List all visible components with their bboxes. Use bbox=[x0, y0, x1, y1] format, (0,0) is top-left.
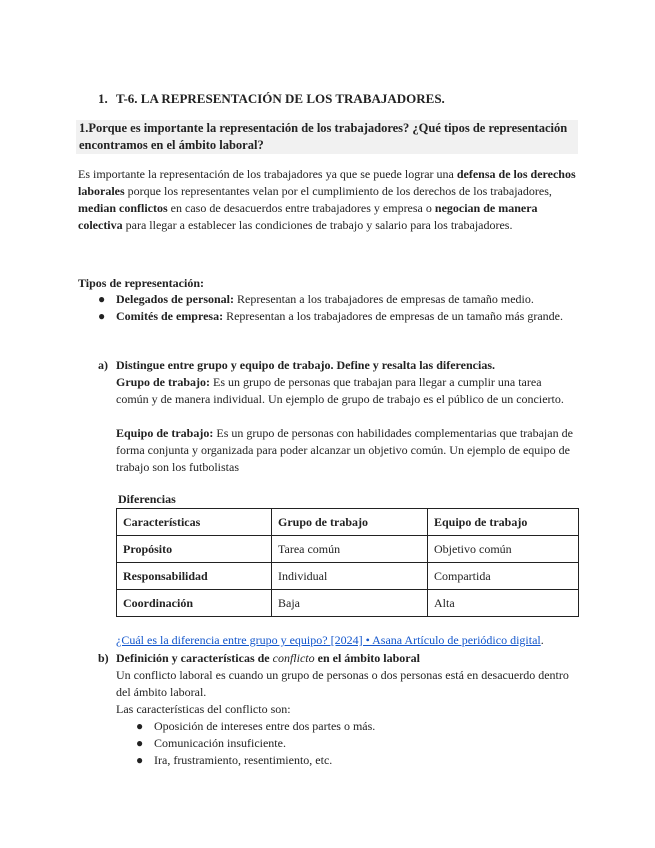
intro-text-4: para llegar a establecer las condiciones de trabajo y salario para los trabajadores. bbox=[122, 218, 513, 232]
table-header: Grupo de trabajo bbox=[272, 509, 428, 536]
diferencias-title: Diferencias bbox=[118, 492, 176, 506]
intro-bold-3: negocian de manera colectiva bbox=[78, 201, 538, 232]
section-a-header bbox=[98, 357, 580, 374]
list-item bbox=[136, 752, 556, 769]
equipo-label: Equipo de trabajo: bbox=[116, 426, 214, 440]
bullet-icon: ● bbox=[98, 292, 106, 306]
list-item bbox=[98, 308, 578, 342]
page-heading bbox=[98, 90, 445, 107]
characteristics-intro: Las características del conflicto son: bbox=[116, 702, 291, 716]
heading-text: T-6. LA REPRESENTACIÓN DE LOS TRABAJADORES. bbox=[116, 91, 445, 106]
reference-link[interactable]: ¿Cuál es la diferencia entre grupo y equipo? [2024] • Asana Artículo de periódico digital bbox=[116, 633, 541, 647]
section-b-title-pre: Definición y características de bbox=[116, 651, 273, 665]
section-b-header bbox=[98, 650, 580, 667]
table-cell: Individual bbox=[272, 563, 428, 590]
item-text: Representan a los trabajadores de empresas de un tamaño más grande. bbox=[223, 309, 563, 323]
reference-line bbox=[116, 632, 544, 649]
item-text: Oposición de intereses entre dos partes o más. bbox=[154, 719, 376, 733]
intro-text-3: en caso de desacuerdos entre trabajadores y empresa o bbox=[167, 201, 435, 215]
table-cell: Baja bbox=[272, 590, 428, 617]
item-text: Representan a los trabajadores de empresas de tamaño medio. bbox=[234, 292, 534, 306]
bullet-icon: ● bbox=[98, 309, 106, 323]
section-a-title: Distingue entre grupo y equipo de trabajo. Define y resalta las diferencias. bbox=[116, 358, 495, 372]
table-cell: Tarea común bbox=[272, 536, 428, 563]
intro-bold-2: median conflictos bbox=[78, 201, 168, 215]
question-text: 1.Porque es importante la representación de los trabajadores? ¿Qué tipos de representación encontramos en el ámbito laboral? bbox=[79, 121, 568, 152]
conflict-definition: Un conflicto laboral es cuando un grupo de personas o dos personas está en desacuerdo dentro del ámbito laboral. bbox=[116, 668, 569, 699]
reference-link-tail: . bbox=[540, 633, 544, 647]
table-cell: Compartida bbox=[428, 563, 579, 590]
section-a-label: a) bbox=[98, 358, 108, 372]
intro-text-2: porque los representantes velan por el cumplimiento de los derechos de los trabajadores, bbox=[124, 184, 552, 198]
item-text: Comunicación insuficiente. bbox=[154, 736, 286, 750]
grupo-label: Grupo de trabajo: bbox=[116, 375, 210, 389]
list-item bbox=[136, 718, 556, 735]
section-b-title-post: en el ámbito laboral bbox=[314, 651, 420, 665]
grupo-text: Es un grupo de personas que trabajan para llegar a cumplir una tarea común y de manera individual. Un ejemplo de grupo de trabajo es el público de un concierto. bbox=[116, 375, 564, 406]
differences-table bbox=[116, 508, 579, 617]
table-header-row bbox=[117, 509, 579, 536]
table-cell: Coordinación bbox=[117, 590, 272, 617]
list-item bbox=[98, 291, 578, 308]
bullet-icon: ● bbox=[136, 736, 144, 750]
heading-number: 1. bbox=[98, 91, 108, 106]
intro-paragraph bbox=[78, 166, 583, 234]
item-label: Delegados de personal: bbox=[116, 292, 234, 306]
table-header: Equipo de trabajo bbox=[428, 509, 579, 536]
intro-bold-1: defensa de los derechos laborales bbox=[78, 167, 576, 198]
equipo-definition bbox=[116, 425, 576, 476]
table-row bbox=[117, 536, 579, 563]
section-b-label: b) bbox=[98, 651, 109, 665]
bullet-icon: ● bbox=[136, 719, 144, 733]
table-row bbox=[117, 563, 579, 590]
table-header: Características bbox=[117, 509, 272, 536]
list-item bbox=[136, 735, 556, 752]
item-label: Comités de empresa: bbox=[116, 309, 224, 323]
grupo-definition bbox=[116, 374, 576, 408]
bullet-icon: ● bbox=[136, 753, 144, 767]
item-text: Ira, frustramiento, resentimiento, etc. bbox=[154, 753, 333, 767]
table-row bbox=[117, 590, 579, 617]
table-cell: Propósito bbox=[117, 536, 272, 563]
section-b-title-italic: conflicto bbox=[272, 651, 315, 665]
table-cell: Alta bbox=[428, 590, 579, 617]
equipo-text: Es un grupo de personas con habilidades complementarias que trabajan de forma conjunta y organizada para poder alcanzar un objetivo común. Un ejemplo de equipo de trabajo son los futbolistas bbox=[116, 426, 573, 474]
table-cell: Responsabilidad bbox=[117, 563, 272, 590]
table-cell: Objetivo común bbox=[428, 536, 579, 563]
intro-text-1: Es importante la representación de los trabajadores ya que se puede lograr una bbox=[78, 167, 457, 181]
tipos-title: Tipos de representación: bbox=[78, 276, 205, 290]
